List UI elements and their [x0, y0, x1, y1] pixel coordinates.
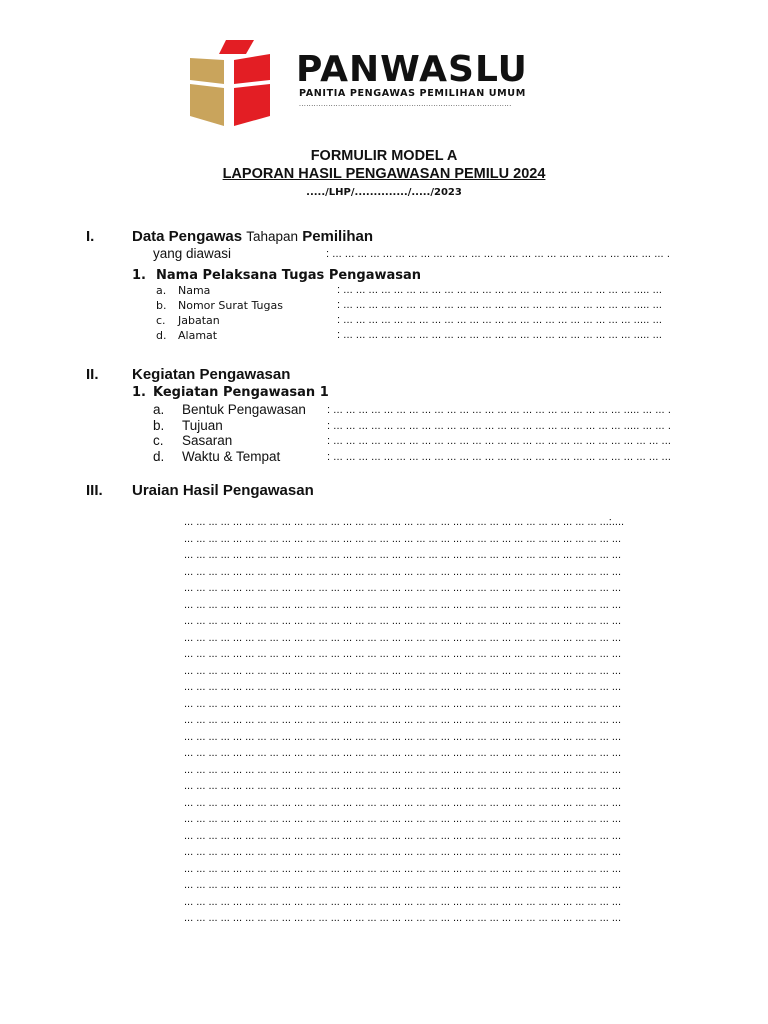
report-line[interactable]: ... ... ... ... ... ... ... ... ... ... ... ... ... ... ... ... ... ... ... ... ... ... ... ... ... ... ... ... ... ... ... ... ... ... ... ...	[184, 532, 622, 545]
field-bentuk-pengawasan[interactable]: : ... ... ... ... ... ... ... ... ... ... ... ... ... ... ... ... ... ... ... ... ... ... ... ..... ... ... .	[327, 404, 672, 416]
section-3-title: Uraian Hasil Pengawasan	[132, 482, 314, 499]
field-tujuan[interactable]: : ... ... ... ... ... ... ... ... ... ... ... ... ... ... ... ... ... ... ... ... ... ... ... ..... ... ... .	[327, 420, 672, 432]
label-nomor-surat-tugas: Nomor Surat Tugas	[178, 299, 283, 312]
section-1-number: I.	[86, 228, 95, 245]
section-1-title-part-a: Data Pengawas	[132, 228, 243, 245]
report-line[interactable]: ... ... ... ... ... ... ... ... ... ... ... ... ... ... ... ... ... ... ... ... ... ... ... ... ... ... ... ... ... ... ... ... ... ... ... ...	[184, 763, 622, 776]
subsection-2-title: Kegiatan Pengawasan 1	[153, 385, 329, 400]
label-alamat: Alamat	[178, 329, 218, 342]
section-2-title: Kegiatan Pengawasan	[132, 366, 291, 383]
section-1-subtitle-line: yang diawasi	[153, 246, 232, 261]
item-letter: a.	[153, 402, 165, 417]
report-line[interactable]: ... ... ... ... ... ... ... ... ... ... ... ... ... ... ... ... ... ... ... ... ... ... ... ... ... ... ... ... ... ... ... ... ... ... ... ...	[184, 829, 622, 842]
form-number-field[interactable]: ...../LHP/............../...../2023	[306, 187, 462, 198]
field-jabatan[interactable]: : ... ... ... ... ... ... ... ... ... ... ... ... ... ... ... ... ... ... ... ... ... ... ... ..... ...	[337, 314, 663, 326]
label-sasaran: Sasaran	[182, 433, 233, 448]
logo-dotted-line: .......................................................................................	[299, 101, 512, 108]
subsection-2-number: 1.	[132, 385, 146, 400]
report-line[interactable]: ... ... ... ... ... ... ... ... ... ... ... ... ... ... ... ... ... ... ... ... ... ... ... ... ... ... ... ... ... ... ... ... ... ... ... ...	[184, 664, 622, 677]
report-line[interactable]: ... ... ... ... ... ... ... ... ... ... ... ... ... ... ... ... ... ... ... ... ... ... ... ... ... ... ... ... ... ... ... ... ... ... ... ...	[184, 714, 622, 726]
report-line[interactable]: ... ... ... ... ... ... ... ... ... ... ... ... ... ... ... ... ... ... ... ... ... ... ... ... ... ... ... ... ... ... ... ... ... ... ... ...	[184, 681, 622, 693]
item-letter: b.	[153, 418, 165, 433]
report-line[interactable]: ... ... ... ... ... ... ... ... ... ... ... ... ... ... ... ... ... ... ... ... ... ... ... ... ... ... ... ... ... ... ... ... ... ... ... ...	[184, 862, 622, 875]
report-line[interactable]: ... ... ... ... ... ... ... ... ... ... ... ... ... ... ... ... ... ... ... ... ... ... ... ... ... ... ... ... ... ... ... ... ... ... ... ...	[184, 598, 622, 611]
report-line[interactable]: ... ... ... ... ... ... ... ... ... ... ... ... ... ... ... ... ... ... ... ... ... ... ... ... ... ... ... ... ... ... ... ... ... ... ... ...	[184, 697, 622, 710]
report-line[interactable]: ... ... ... ... ... ... ... ... ... ... ... ... ... ... ... ... ... ... ... ... ... ... ... ... ... ... ... ... ... ... ... ... ... ... ... ...	[184, 565, 622, 578]
field-sasaran[interactable]: : ... ... ... ... ... ... ... ... ... ... ... ... ... ... ... ... ... ... ... ... ... ... ... ... ... ... ...	[327, 435, 672, 447]
report-line[interactable]: ... ... ... ... ... ... ... ... ... ... ... ... ... ... ... ... ... ... ... ... ... ... ... ... ... ... ... ... ... ... ... ... ... ... ... ...	[184, 796, 622, 809]
report-line[interactable]: ... ... ... ... ... ... ... ... ... ... ... ... ... ... ... ... ... ... ... ... ... ... ... ... ... ... ... ... ... ... ... ... ... ... ... ...	[184, 879, 622, 891]
report-line[interactable]: ... ... ... ... ... ... ... ... ... ... ... ... ... ... ... ... ... ... ... ... ... ... ... ... ... ... ... ... ... ... ... ... ... ... ... ...	[184, 912, 622, 924]
item-letter: d.	[153, 449, 165, 464]
item-letter: c.	[153, 433, 164, 448]
stage-field[interactable]: : ... ... ... ... ... ... ... ... ... ... ... ... ... ... ... ... ... ... ... ... ... ... ... ..... ... ... .	[326, 248, 671, 260]
form-title: FORMULIR MODEL A	[310, 148, 458, 164]
label-nama: Nama	[178, 284, 211, 297]
section-1-title-part-c: Pemilihan	[302, 228, 374, 245]
label-bentuk-pengawasan: Bentuk Pengawasan	[182, 402, 306, 417]
report-line[interactable]: ... ... ... ... ... ... ... ... ... ... ... ... ... ... ... ... ... ... ... ... ... ... ... ... ... ... ... ... ... ... ... ... ... ... ... ...	[184, 615, 622, 627]
label-jabatan: Jabatan	[178, 314, 220, 327]
section-1-title	[132, 228, 373, 245]
report-line[interactable]: ... ... ... ... ... ... ... ... ... ... ... ... ... ... ... ... ... ... ... ... ... ... ... ... ... ... ... ... ... ... ... ... ... ... ... ...	[184, 631, 622, 644]
field-nomor-surat-tugas[interactable]: : ... ... ... ... ... ... ... ... ... ... ... ... ... ... ... ... ... ... ... ... ... ... ... ..... ...	[337, 299, 663, 311]
field-alamat[interactable]: : ... ... ... ... ... ... ... ... ... ... ... ... ... ... ... ... ... ... ... ... ... ... ... ..... ...	[337, 329, 663, 341]
logo-subtitle: PANITIA PENGAWAS PEMILIHAN UMUM	[299, 88, 526, 99]
section-2-number: II.	[86, 366, 99, 383]
report-line[interactable]: ... ... ... ... ... ... ... ... ... ... ... ... ... ... ... ... ... ... ... ... ... ... ... ... ... ... ... ... ... ... ... ... ... ... ... ...	[184, 780, 622, 792]
field-nama[interactable]: : ... ... ... ... ... ... ... ... ... ... ... ... ... ... ... ... ... ... ... ... ... ... ... ..... ...	[337, 284, 663, 296]
form-subtitle: LAPORAN HASIL PENGAWASAN PEMILU 2024	[222, 166, 546, 182]
label-waktu-tempat: Waktu & Tempat	[182, 449, 281, 464]
report-line[interactable]: ... ... ... ... ... ... ... ... ... ... ... ... ... ... ... ... ... ... ... ... ... ... ... ... ... ... ... ... ... ... ... ... ... ... ... ...	[184, 846, 622, 858]
report-line[interactable]: ... ... ... ... ... ... ... ... ... ... ... ... ... ... ... ... ... ... ... ... ... ... ... ... ... ... ... ... ... ... ... ... ... ... ... ...	[184, 730, 622, 743]
section-1-title-part-b: Tahapan	[246, 229, 299, 244]
item-letter: b.	[156, 299, 167, 312]
report-line[interactable]: ... ... ... ... ... ... ... ... ... ... ... ... ... ... ... ... ... ... ... ... ... ... ... ... ... ... ... ... ... ... ... ... ... ... ... ...	[184, 582, 622, 594]
panwaslu-logo-icon	[186, 40, 286, 126]
subsection-1-number: 1.	[132, 268, 146, 283]
report-line[interactable]: ... ... ... ... ... ... ... ... ... ... ... ... ... ... ... ... ... ... ... ... ... ... ... ... ... ... ... ... ... ... ... ... ... ... ... ...	[184, 747, 622, 759]
field-waktu-tempat[interactable]: : ... ... ... ... ... ... ... ... ... ... ... ... ... ... ... ... ... ... ... ... ... ... ... ... ... ... ...	[327, 451, 672, 463]
label-tujuan: Tujuan	[182, 418, 223, 433]
item-letter: d.	[156, 329, 167, 342]
subsection-1-title: Nama Pelaksana Tugas Pengawasan	[156, 268, 422, 283]
item-letter: a.	[156, 284, 167, 297]
report-line[interactable]: ... ... ... ... ... ... ... ... ... ... ... ... ... ... ... ... ... ... ... ... ... ... ... ... ... ... ... ... ... ... ... ... ... ... ... ...	[184, 549, 622, 561]
section-3-number: III.	[86, 482, 103, 499]
logo-title: PANWASLU	[296, 49, 528, 90]
item-letter: c.	[156, 314, 166, 327]
report-line[interactable]: ... ... ... ... ... ... ... ... ... ... ... ... ... ... ... ... ... ... ... ... ... ... ... ... ... ... ... ... ... ... ... ... ... ... ... ...	[184, 813, 622, 825]
report-line[interactable]: ... ... ... ... ... ... ... ... ... ... ... ... ... ... ... ... ... ... ... ... ... ... ... ... ... ... ... ... ... ... ... ... ... ... ...:....	[184, 516, 625, 528]
report-line[interactable]: ... ... ... ... ... ... ... ... ... ... ... ... ... ... ... ... ... ... ... ... ... ... ... ... ... ... ... ... ... ... ... ... ... ... ... ...	[184, 648, 622, 660]
report-line[interactable]: ... ... ... ... ... ... ... ... ... ... ... ... ... ... ... ... ... ... ... ... ... ... ... ... ... ... ... ... ... ... ... ... ... ... ... ...	[184, 895, 622, 908]
